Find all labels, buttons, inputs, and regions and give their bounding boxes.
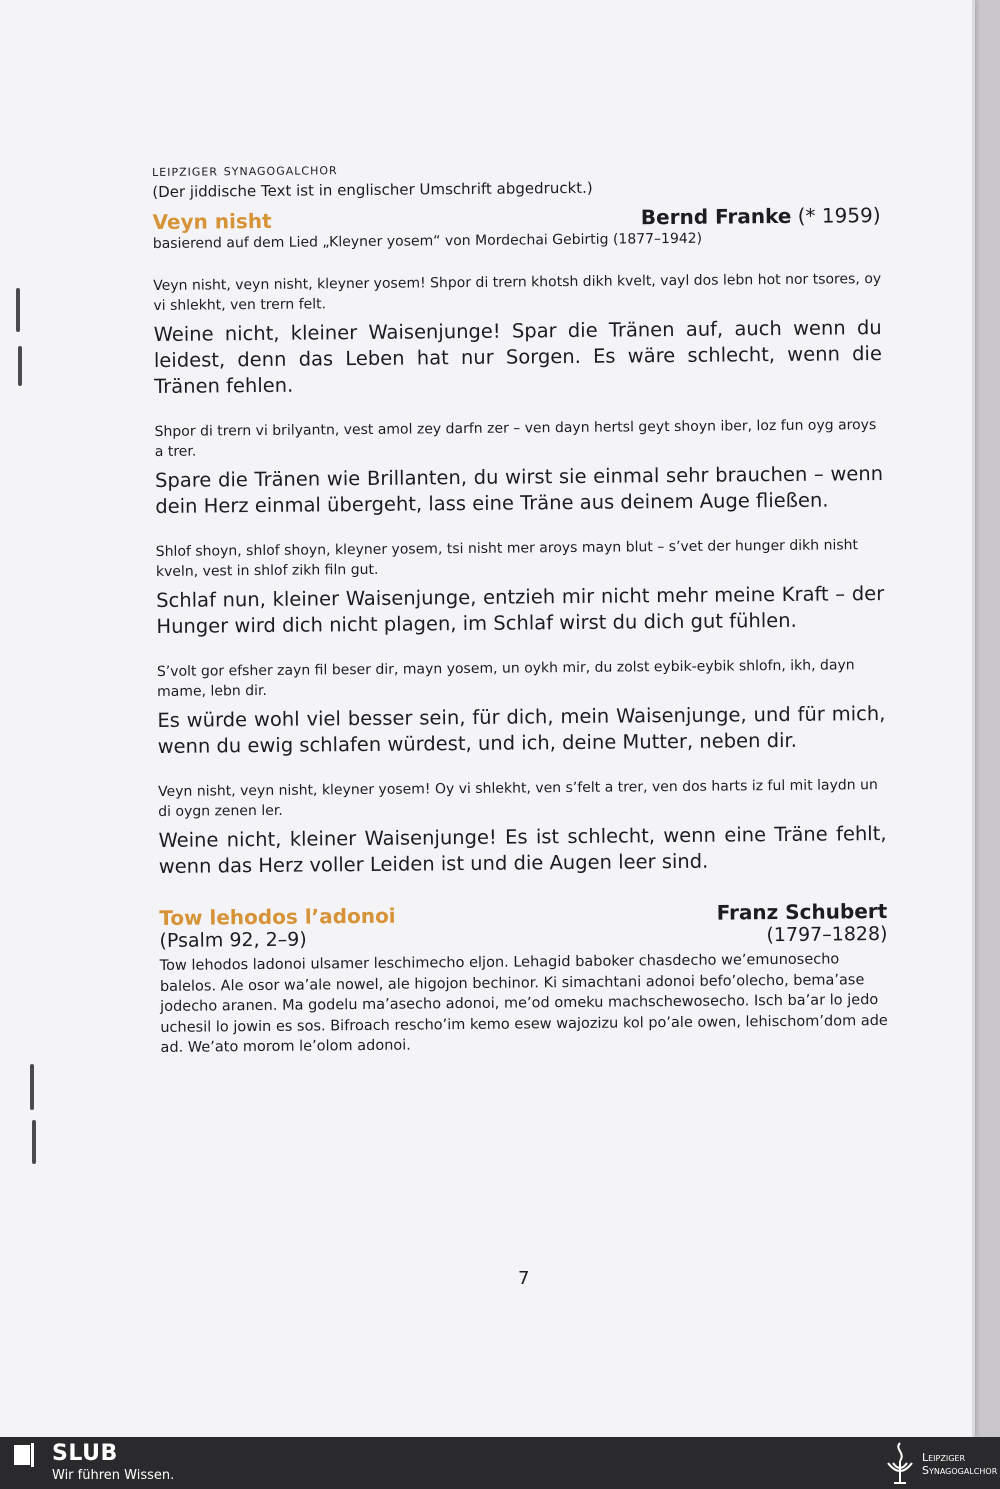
composer [641,203,881,229]
song-source: basierend auf dem Lied „Kleyner yosem“ von Mordechai Gebirtig (1877–1942) [152,230,703,252]
yiddish-stanza: S’volt gor efsher zayn fil beser dir, mayn yosem, un oykh mir, du zolst eybik-eybik shlofn, ikh, dayn mame, lebn dir. [156,657,855,700]
binding-stitch [16,288,20,332]
binding-stitch [30,1064,34,1110]
composer-name: Franz Schubert [716,898,888,925]
choir-logo-line2: Synagogalchor [922,1464,998,1477]
yiddish-stanza: Shpor di trern vi brilyantn, vest amol zey darfn zer – ven dayn hertsl geyt shoyn iber, loz fun oyg aroys a trer. [154,417,877,460]
german-stanza: Schlaf nun, kleiner Waisenjunge, entzieh mir nicht mehr meine Kraft – der Hunger wird dich nicht plagen, im Schlaf wirst du dich gut fühlen. [156,581,885,638]
yiddish-stanza: Veyn nisht, veyn nisht, kleyner yosem! Oy vi shlekht, ven s’felt a trer, ven dos harts iz ful mit laydn un di oygn zenen ler. [157,777,878,820]
choir-logo-text [922,1451,997,1477]
page-content [152,153,889,1058]
transcription-note: (Der jiddische Text ist in englischer Umschrift abgedruckt.) [152,178,593,201]
german-stanza: Weine nicht, kleiner Waisenjunge! Es ist schlecht, wenn eine Träne fehlt, wenn das Herz voller Leiden ist und die Augen leer sind. [158,821,887,878]
yiddish-stanza: Shlof shoyn, shlof shoyn, kleyner yosem, tsi nisht mer aroys mayn blut – s’vet der hunger dikh nisht kveln, vest in shlof zikh filn gut. [155,537,859,580]
hebrew-transliteration: Tow lehodos ladonoi ulsamer leschimecho eljon. Lehagid baboker chasdecho we’emunosecho balelos. Ale osor wa’ale nowel, ale higojon bechinor. Ki simachtani adonoi befo’olecho, bema’ase jodecho aranen. Ma godelu ma’asecho adonoi, me’od omeku machschewosecho. Isch ba’ar lo jedo uchesil lo jowin es sos. Bifroach rescho’im kemo esew wajozizu kol po’ale owen, lehischom’dom ade ad. We’ato morom le’olom adonoi. [159,951,888,1056]
binding-stitch [32,1120,36,1164]
german-stanza: Weine nicht, kleiner Waisenjunge! Spar die Tränen auf, auch wenn du leidest, denn das Leben hat nur Sorgen. Es wäre schlecht, wenn die Tränen fehlen. [153,316,883,398]
song-title: Veyn nisht [152,208,272,234]
second-song [159,899,888,1058]
composer-dates: (* 1959) [797,203,881,228]
german-stanza: Es würde wohl viel besser sein, für dich, mein Waisenjunge, und für mich, wenn du ewig schlafen würdest, und ich, deine Mutter, neben dir. [157,701,886,758]
yiddish-stanza: Veyn nisht, veyn nisht, kleyner yosem! Shpor di trern khotsh dikh kvelt, vayl dos lebn hot nor tsores, oy vi shlekht, ven trern felt. [153,271,882,314]
song-title: Tow lehodos l’adonoi [159,903,396,930]
library-name: SLUB [52,1441,118,1466]
composer-dates: (1797–1828) [766,922,888,947]
slub-logo-icon [14,1443,34,1467]
library-tagline: Wir führen Wissen. [52,1468,175,1483]
choir-name: leipziger synagogalchor [152,160,338,180]
choir-logo-line1: Leipziger [922,1451,966,1464]
menorah-logo-icon [880,1439,920,1487]
composer-name: Bernd Franke [640,203,792,230]
viewer-footer [0,1437,1000,1489]
binding-stitch [18,346,22,386]
german-stanza: Spare die Tränen wie Brillanten, du wirst sie einmal sehr brauchen – wenn dein Herz einmal übergeht, lass eine Träne aus deinem Auge fließen. [154,461,884,518]
page-number: 7 [518,1268,530,1289]
psalm-reference: (Psalm 92, 2–9) [159,928,307,952]
